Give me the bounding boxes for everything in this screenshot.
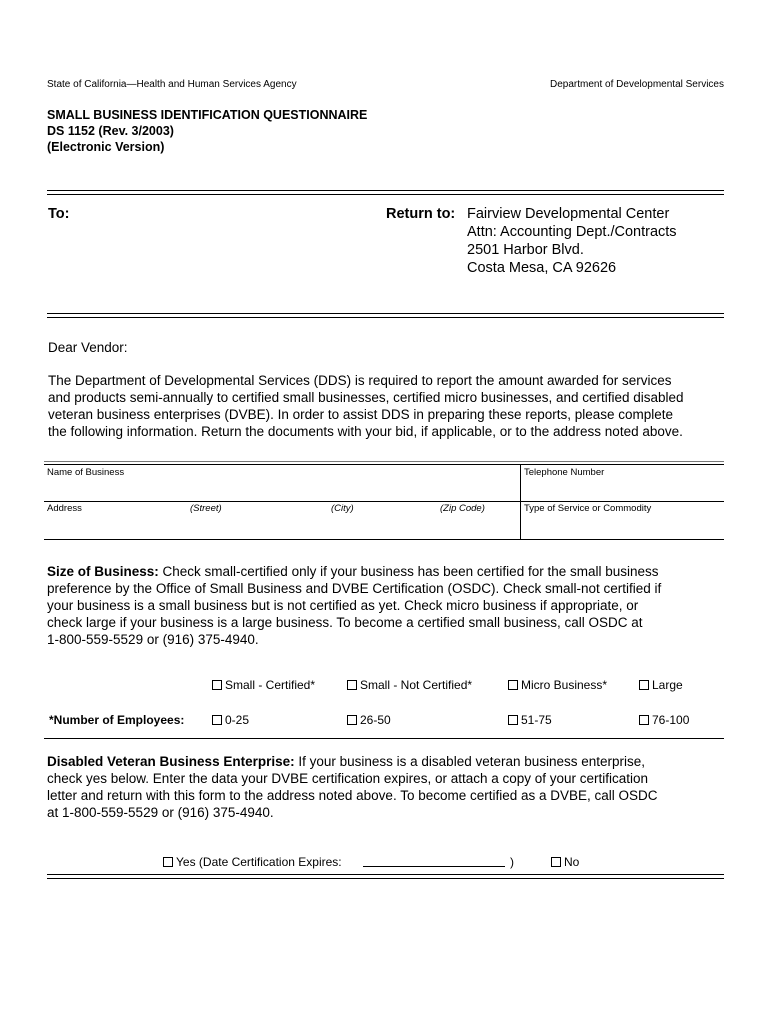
- checkbox-icon[interactable]: [508, 680, 518, 690]
- dvbe-text: If your business is a disabled veteran business enterprise, check yes below. Enter the data your DVBE certification expires, or attach a copy of your certification letter and return with this form to the address noted above. To become certified as a DVBE, call OSDC at 1-800-559-5529 or (916) 375-4940.: [47, 754, 658, 820]
- form-number: DS 1152 (Rev. 3/2003): [47, 124, 174, 138]
- agency-header: State of California—Health and Human Services Agency: [47, 79, 297, 90]
- return-address-line: Attn: Accounting Dept./Contracts: [467, 224, 677, 240]
- intro-paragraph: The Department of Developmental Services (DDS) is required to report the amount awarded for services and products semi-annually to certified small businesses, certified micro businesses, and certified disabled veteran business enterprises (DVBE). In order to assist DDS in preparing these reports, please complete the following information. Return the documents with your bid, if applicable, or to the address noted above.: [48, 373, 684, 439]
- checkbox-icon[interactable]: [347, 715, 357, 725]
- checkbox-icon[interactable]: [212, 715, 222, 725]
- dvbe-paragraph: [47, 753, 737, 821]
- checkbox-icon[interactable]: [639, 715, 649, 725]
- close-paren: ): [510, 855, 514, 869]
- checkbox-icon[interactable]: [212, 680, 222, 690]
- table-divider: [520, 464, 521, 539]
- street-label: (Street): [190, 503, 222, 514]
- department-header: Department of Developmental Services: [550, 79, 724, 90]
- greeting: Dear Vendor:: [48, 340, 128, 355]
- small-not-certified-option[interactable]: Small - Not Certified*: [347, 678, 472, 692]
- employees-0-25-option[interactable]: 0-25: [212, 713, 249, 727]
- employees-label: *Number of Employees:: [49, 713, 185, 727]
- name-of-business-field[interactable]: Name of Business: [47, 467, 125, 478]
- divider: [47, 313, 724, 318]
- return-to-label: Return to:: [386, 206, 456, 222]
- zip-label: (Zip Code): [440, 503, 485, 514]
- divider: [44, 738, 724, 739]
- checkbox-icon[interactable]: [551, 857, 561, 867]
- return-address-line: 2501 Harbor Blvd.: [467, 242, 584, 258]
- to-label: To:: [48, 206, 70, 222]
- divider: [47, 190, 724, 195]
- form-title-block: [47, 107, 367, 155]
- table-border: [44, 461, 724, 462]
- table-border: [44, 539, 724, 540]
- checkbox-icon[interactable]: [163, 857, 173, 867]
- checkbox-icon[interactable]: [508, 715, 518, 725]
- size-of-business-text: Check small-certified only if your business has been certified for the small business preference by the Office of Small Business and DVBE Certification (OSDC). Check small-not certified if your business is a small business but is not certified as yet. Check micro business if appropriate, or check large if your business is a large business. To become a certified small business, call OSDC at 1-800-559-5529 or (916) 375-4940.: [47, 564, 662, 647]
- small-certified-option[interactable]: Small - Certified*: [212, 678, 315, 692]
- checkbox-icon[interactable]: [347, 680, 357, 690]
- checkbox-icon[interactable]: [639, 680, 649, 690]
- city-label: (City): [331, 503, 354, 514]
- size-of-business-paragraph: [47, 563, 737, 648]
- telephone-field[interactable]: Telephone Number: [524, 467, 605, 478]
- dvbe-heading: Disabled Veteran Business Enterprise:: [47, 754, 295, 769]
- employees-26-50-option[interactable]: 26-50: [347, 713, 391, 727]
- expiration-date-input[interactable]: [363, 866, 505, 867]
- employees-76-100-option[interactable]: 76-100: [639, 713, 689, 727]
- return-address-line: Fairview Developmental Center: [467, 206, 670, 222]
- table-border: [44, 464, 724, 465]
- type-of-service-field[interactable]: Type of Service or Commodity: [524, 503, 652, 514]
- address-field[interactable]: Address: [47, 503, 82, 514]
- dvbe-yes-option[interactable]: Yes (Date Certification Expires:: [163, 855, 342, 869]
- form-version: (Electronic Version): [47, 140, 165, 154]
- micro-business-option[interactable]: Micro Business*: [508, 678, 607, 692]
- size-of-business-heading: Size of Business:: [47, 564, 159, 579]
- table-border: [44, 501, 724, 502]
- return-address: [467, 205, 677, 277]
- form-title: SMALL BUSINESS IDENTIFICATION QUESTIONNAIRE: [47, 108, 368, 122]
- return-address-line: Costa Mesa, CA 92626: [467, 260, 617, 276]
- large-option[interactable]: Large: [639, 678, 683, 692]
- dvbe-no-option[interactable]: No: [551, 855, 579, 869]
- employees-51-75-option[interactable]: 51-75: [508, 713, 552, 727]
- divider: [47, 874, 724, 879]
